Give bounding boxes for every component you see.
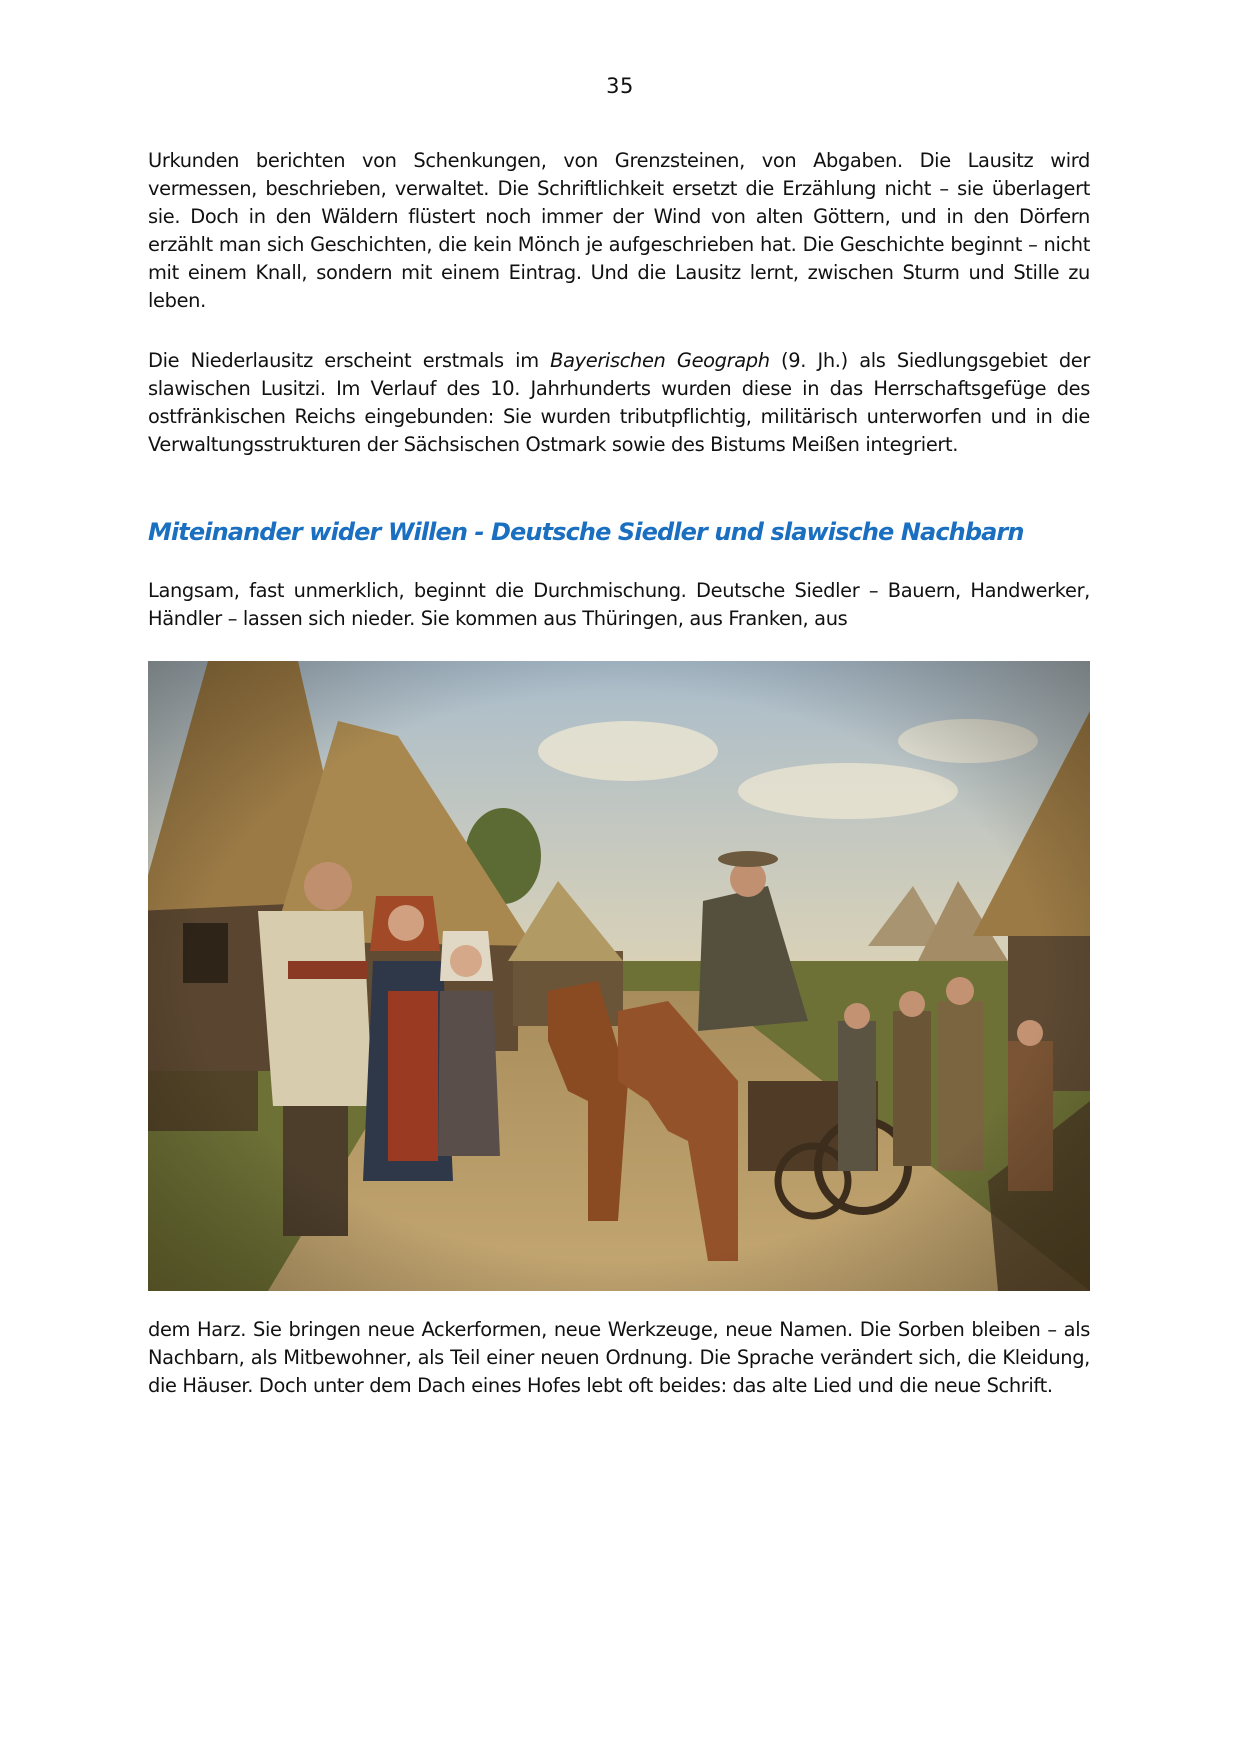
paragraph-harz: dem Harz. Sie bringen neue Ackerformen, neue Werkzeuge, neue Namen. Die Sorben bleiben – als Nachbarn, als Mitbewohner, als Teil einer neuen Ordnung. Die Sprache verändert sich, die Kleidung, die Häuser. Doch unter dem Dach eines Hofes lebt oft beides: das alte Lied und die neue Schrift. xyxy=(148,1318,1090,1397)
paragraph-text: Die Niederlausitz erscheint erstmals im xyxy=(148,349,551,372)
page-number: 35 xyxy=(606,74,634,98)
paragraph-durchmischung: Langsam, fast unmerklich, beginnt die Durchmischung. Deutsche Siedler – Bauern, Handwerker, Händler – lassen sich nieder. Sie kommen aus Thüringen, aus Franken, aus xyxy=(148,579,1090,630)
italic-source-title: Bayerischen Geograph xyxy=(550,349,770,372)
paragraph-niederlausitz xyxy=(148,347,1090,459)
village-painting xyxy=(148,661,1090,1291)
vignette xyxy=(148,661,1090,1291)
section-heading: Miteinander wider Willen - Deutsche Siedler und slawische Nachbarn xyxy=(148,518,1024,546)
paragraph-text: (9. Jh.) als Siedlungsgebiet der slawischen Lusitzi. Im Verlauf des 10. Jahrhunderts wurden diese in das Herrschaftsgefüge des ostfränkischen Reichs eingebunden: Sie wurden tributpflichtig, militärisch unterworfen und in die Verwaltungsstrukturen der Sächsischen Ostmark sowie des Bistums Meißen integriert. xyxy=(148,349,1090,456)
village-painting-figure xyxy=(148,661,1090,1291)
paragraph-urkunden: Urkunden berichten von Schenkungen, von Grenzsteinen, von Abgaben. Die Lausitz wird vermessen, beschrieben, verwaltet. Die Schriftlichkeit ersetzt die Erzählung nicht – sie überlagert sie. Doch in den Wäldern flüstert noch immer der Wind von alten Göttern, und in den Dörfern erzählt man sich Geschichten, die kein Mönch je aufgeschrieben hat. Die Geschichte beginnt – nicht mit einem Knall, sondern mit einem Eintrag. Und die Lausitz lernt, zwischen Sturm und Stille zu leben. xyxy=(148,149,1090,312)
